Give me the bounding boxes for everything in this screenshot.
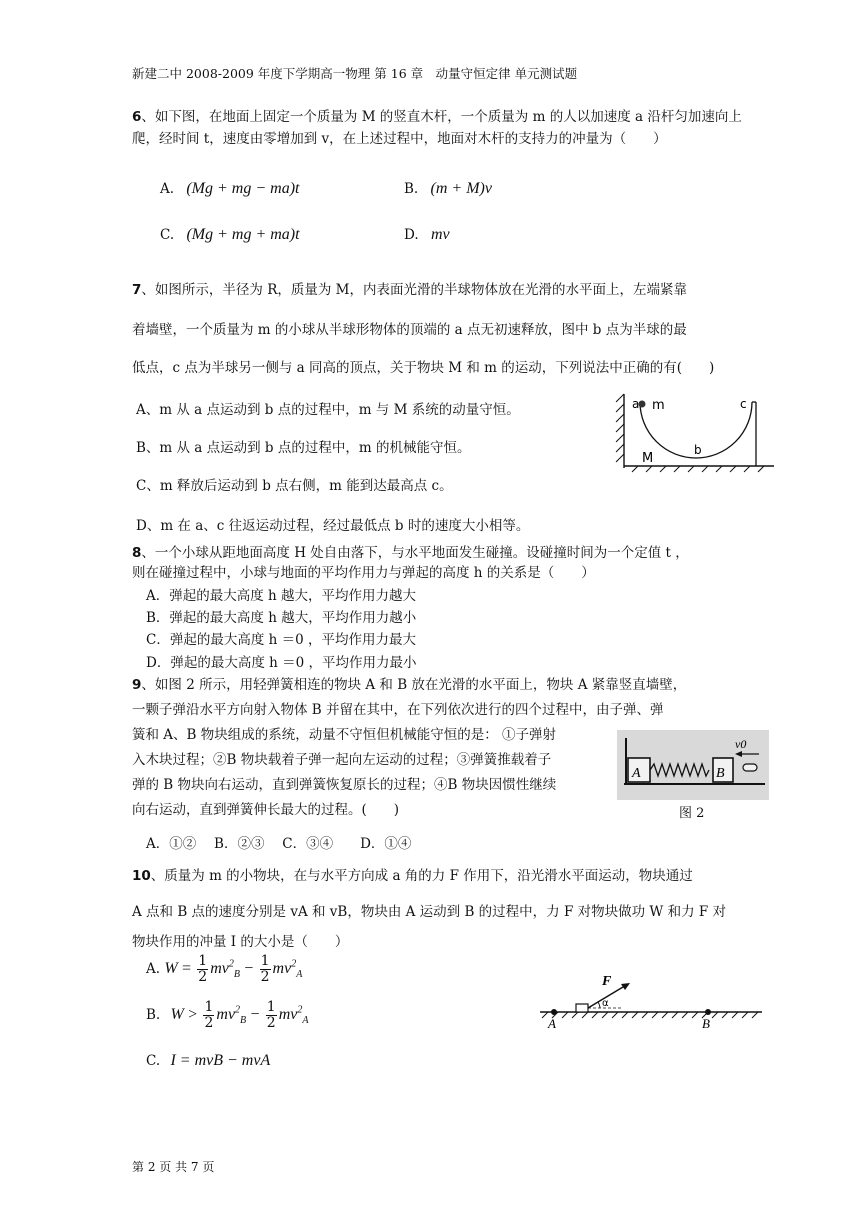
q10-option-c bbox=[146, 1052, 270, 1070]
q9-options: A．①② B．②③ C．③④ D．①④ bbox=[146, 836, 412, 852]
q8-option-d: D．弹起的最大高度 h ＝0 ，平均作用力最小 bbox=[146, 655, 417, 671]
q10-fig-label-A: A bbox=[548, 1016, 556, 1030]
q6-option-c-formula: (Mg + mg + ma)t bbox=[186, 226, 300, 243]
question-10-number: 10 bbox=[132, 868, 151, 884]
q6-option-d-label: D. bbox=[404, 227, 419, 243]
q10-fig-label-F: F bbox=[602, 974, 612, 989]
q10-option-c-formula: I = mvB − mvA bbox=[170, 1052, 271, 1069]
q7-option-a: A、m 从 a 点运动到 b 点的过程中，m 与 M 系统的动量守恒。 bbox=[136, 402, 520, 418]
question-9-number: 9 bbox=[132, 677, 142, 693]
q9-fig-label-v0: v0 bbox=[735, 737, 747, 751]
q10-line-2: A 点和 B 点的速度分别是 vA 和 vB，物块由 A 运动到 B 的过程中，力 F 对物块做功 W 和力 F 对 bbox=[132, 904, 727, 920]
q9-spring-figure bbox=[617, 730, 769, 800]
q8-line-1 bbox=[132, 541, 689, 561]
q7-line-1-text: 、如图所示，半径为 R，质量为 M，内表面光滑的半球物体放在光滑的水平面上，左端紧靠 bbox=[141, 282, 687, 298]
page-footer: 第 2 页 共 7 页 bbox=[132, 1160, 215, 1174]
q10-force-figure bbox=[536, 970, 766, 1030]
q7-fig-label-a: a bbox=[632, 397, 640, 411]
q8-option-a: A．弹起的最大高度 h 越大，平均作用力越大 bbox=[146, 588, 417, 604]
page-header: 新建二中 2008-2009 年度下学期高一物理 第 16 章 动量守恒定律 单元测试题 bbox=[132, 66, 578, 81]
q6-option-a bbox=[160, 180, 299, 198]
q9-fig-label-B: B bbox=[716, 766, 725, 781]
q10-option-a-label: A. bbox=[146, 961, 161, 977]
q8-line-2: 则在碰撞过程中，小球与地面的平均作用力与弹起的高度 h 的关系是（ ） bbox=[132, 565, 595, 581]
q7-line-1 bbox=[132, 278, 687, 298]
q10-option-b: B. W > $\frac{1}{2}$ $mv^2_B$ − $\frac{1}{2}$ $mv^2_A$ bbox=[146, 999, 309, 1031]
q9-line-6: 向右运动，直到弹簧伸长最大的过程。( ) bbox=[132, 802, 400, 818]
q6-option-b-formula: (m + M)v bbox=[430, 180, 492, 197]
q9-figure-caption: 图 2 bbox=[679, 806, 705, 821]
q7-line-2: 着墙壁，一个质量为 m 的小球从半球形物体的顶端的 a 点无初速释放，图中 b 点为半球的最 bbox=[132, 322, 687, 338]
q6-option-d-formula: mv bbox=[430, 226, 450, 243]
q7-option-d: D、m 在 a、c 往返运动过程，经过最低点 b 时的速度大小相等。 bbox=[136, 518, 530, 534]
q7-option-b: B、m 从 a 点运动到 b 点的过程中，m 的机械能守恒。 bbox=[136, 440, 471, 456]
q7-fig-label-c: c bbox=[740, 397, 747, 411]
q10-fig-label-B: B bbox=[702, 1016, 710, 1030]
q10-option-b-label: B. bbox=[146, 1007, 161, 1023]
q9-line-1 bbox=[132, 673, 686, 693]
q10-line-1-text: 、质量为 m 的小物块，在与水平方向成 a 角的力 F 作用下，沿光滑水平面运动，物块通过 bbox=[150, 868, 693, 884]
q9-fig-label-A: A bbox=[632, 766, 641, 781]
q6-option-d bbox=[404, 226, 450, 244]
question-7-number: 7 bbox=[132, 282, 142, 298]
q7-fig-label-M: M bbox=[642, 451, 654, 466]
q6-option-c bbox=[160, 226, 300, 244]
q7-hemisphere-figure bbox=[612, 388, 776, 474]
q7-option-c: C、m 释放后运动到 b 点右侧，m 能到达最高点 c。 bbox=[136, 478, 453, 494]
q10-line-1 bbox=[132, 864, 693, 884]
question-6-stem bbox=[132, 106, 742, 150]
q8-line-1-text: 、一个小球从距地面高度 H 处自由落下，与水平地面发生碰撞。设碰撞时间为一个定值 t ， bbox=[141, 545, 689, 561]
q9-line-2: 一颗子弹沿水平方向射入物体 B 并留在其中，在下列依次进行的四个过程中，由子弹、弹 bbox=[132, 702, 664, 718]
q8-option-c: C．弹起的最大高度 h ＝0 ，平均作用力最大 bbox=[146, 632, 416, 648]
q9-line-1-text: 、如图 2 所示，用轻弹簧相连的物块 A 和 B 放在光滑的水平面上，物块 A 紧靠竖直墙壁， bbox=[141, 677, 687, 693]
question-6-text: 、如下图，在地面上固定一个质量为 M 的竖直木杆，一个质量为 m 的人以加速度 a 沿杆匀加速向上爬，经时间 t，速度由零增加到 v，在上述过程中，地面对木杆的支持力的冲量为（ ） bbox=[132, 109, 742, 147]
q10-line-3: 物块作用的冲量 I 的大小是（ ） bbox=[132, 934, 349, 950]
q6-option-a-label: A. bbox=[160, 181, 175, 197]
q6-option-c-label: C. bbox=[160, 227, 175, 243]
q10-option-c-label: C. bbox=[146, 1053, 161, 1069]
q6-option-b-label: B. bbox=[404, 181, 419, 197]
q8-option-b: B．弹起的最大高度 h 越大，平均作用力越小 bbox=[146, 610, 417, 626]
q10-fig-label-alpha: α bbox=[602, 998, 609, 1009]
question-6-number: 6 bbox=[132, 109, 142, 125]
q9-line-4: 入木块过程；②B 物块载着子弹一起向左运动的过程；③弹簧推载着子 bbox=[132, 752, 552, 768]
q10-option-a: A. W = $\frac{1}{2}$ $mv^2_B$ − $\frac{1}{2}$ $mv^2_A$ bbox=[146, 953, 303, 985]
q9-line-5: 弹的 B 物块向右运动，直到弹簧恢复原长的过程；④B 物块因惯性继续 bbox=[132, 777, 557, 793]
q7-line-3: 低点，c 点为半球另一侧与 a 同高的顶点，关于物块 M 和 m 的运动，下列说法中正确的有( ) bbox=[132, 360, 715, 376]
question-8-number: 8 bbox=[132, 545, 142, 561]
q6-option-a-formula: (Mg + mg − ma)t bbox=[186, 180, 300, 197]
q7-fig-label-b: b bbox=[694, 443, 702, 457]
q7-fig-label-m: m bbox=[652, 398, 665, 413]
q9-line-3: 簧和 A、B 物块组成的系统，动量不守恒但机械能守恒的是： ①子弹射 bbox=[132, 727, 557, 743]
q6-option-b bbox=[404, 180, 492, 198]
